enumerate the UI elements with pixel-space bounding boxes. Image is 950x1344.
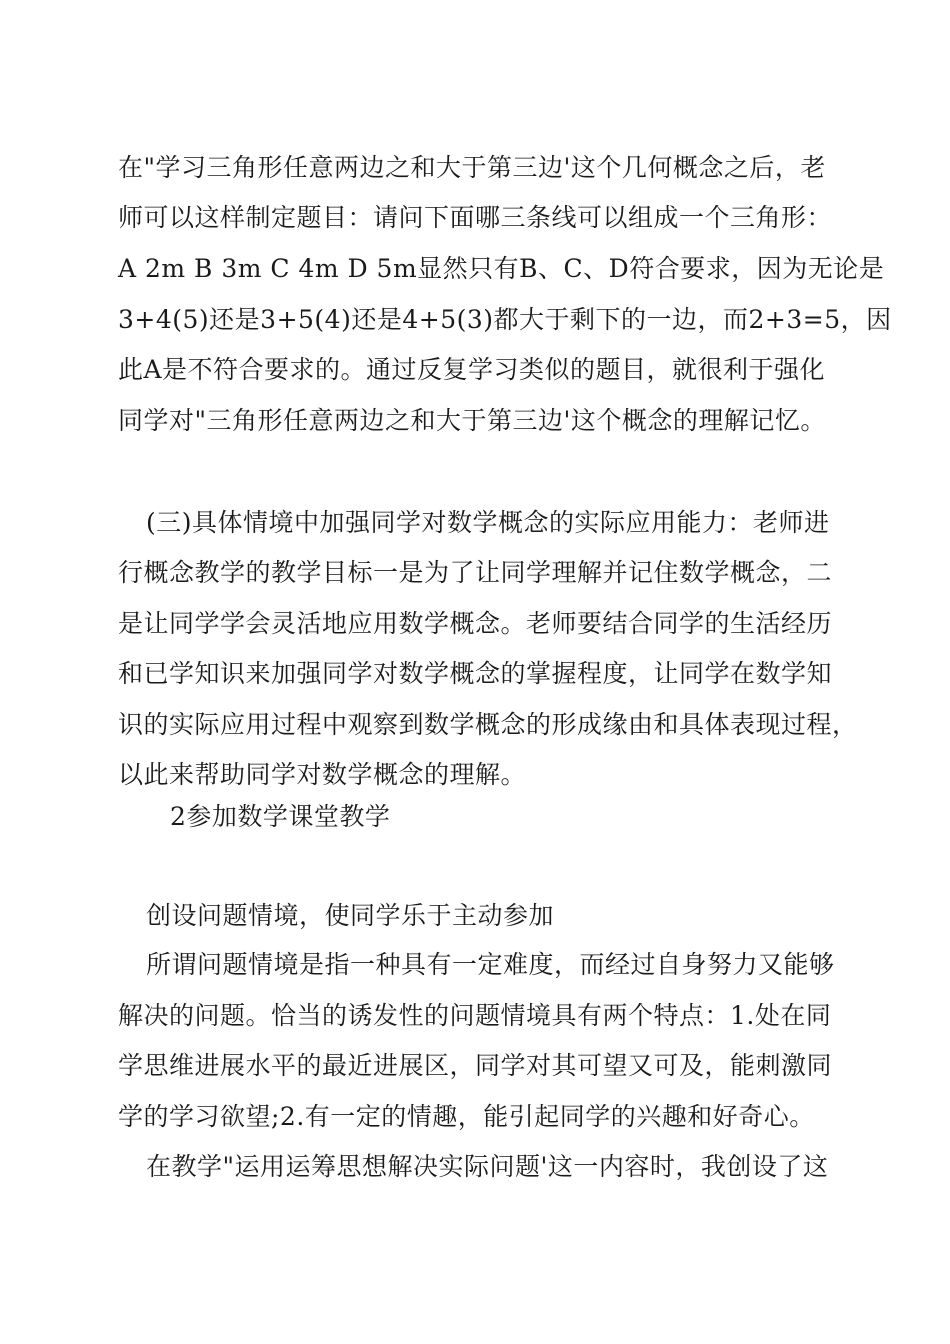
- paragraph-3-line-2: 解决的问题。恰当的诱发性的问题情境具有两个特点：1.处在同: [118, 1001, 832, 1030]
- paragraph-1-line-1: 在"学习三角形任意两边之和大于第三边'这个几何概念之后，老: [118, 153, 826, 182]
- paragraph-2-line-5: 识的实际应用过程中观察到数学概念的形成缘由和具体表现过程，: [118, 710, 858, 739]
- paragraph-4-line-1: 在教学"运用运筹思想解决实际问题'这一内容时，我创设了这: [146, 1152, 829, 1181]
- paragraph-2-line-3: 是让同学学会灵活地应用数学概念。老师要结合同学的生活经历: [118, 609, 833, 638]
- paragraph-1-line-6: 同学对"三角形任意两边之和大于第三边'这个概念的理解记忆。: [118, 406, 826, 435]
- paragraph-1-line-2: 师可以这样制定题目：请问下面哪三条线可以组成一个三角形：: [118, 203, 833, 232]
- paragraph-2-line-2: 行概念教学的教学目标一是为了让同学理解并记住数学概念，二: [118, 558, 833, 587]
- section-heading: 2参加数学课堂教学: [170, 802, 391, 831]
- paragraph-3-line-1: 所谓问题情境是指一种具有一定难度，而经过自身努力又能够: [146, 950, 835, 979]
- paragraph-2-line-6: 以此来帮助同学对数学概念的理解。: [118, 760, 527, 789]
- paragraph-3-line-4: 学的学习欲望;2.有一定的情趣，能引起同学的兴趣和好奇心。: [118, 1102, 815, 1131]
- paragraph-3-line-3: 学思维进展水平的最近进展区，同学对其可望又可及，能刺激同: [118, 1051, 833, 1080]
- paragraph-2-line-1: (三)具体情境中加强同学对数学概念的实际应用能力：老师进: [146, 508, 830, 537]
- paragraph-1-line-5: 此A是不符合要求的。通过反复学习类似的题目，就很利于强化: [118, 355, 826, 384]
- paragraph-1-line-3: A 2m B 3m C 4m D 5m显然只有B、C、D符合要求，因为无论是: [118, 254, 885, 283]
- paragraph-1-line-4: 3+4(5)还是3+5(4)还是4+5(3)都大于剩下的一边，而2+3=5，因: [118, 305, 892, 334]
- paragraph-2-line-4: 和已学知识来加强同学对数学概念的掌握程度，让同学在数学知: [118, 659, 833, 688]
- subheading: 创设问题情境，使同学乐于主动参加: [146, 901, 555, 930]
